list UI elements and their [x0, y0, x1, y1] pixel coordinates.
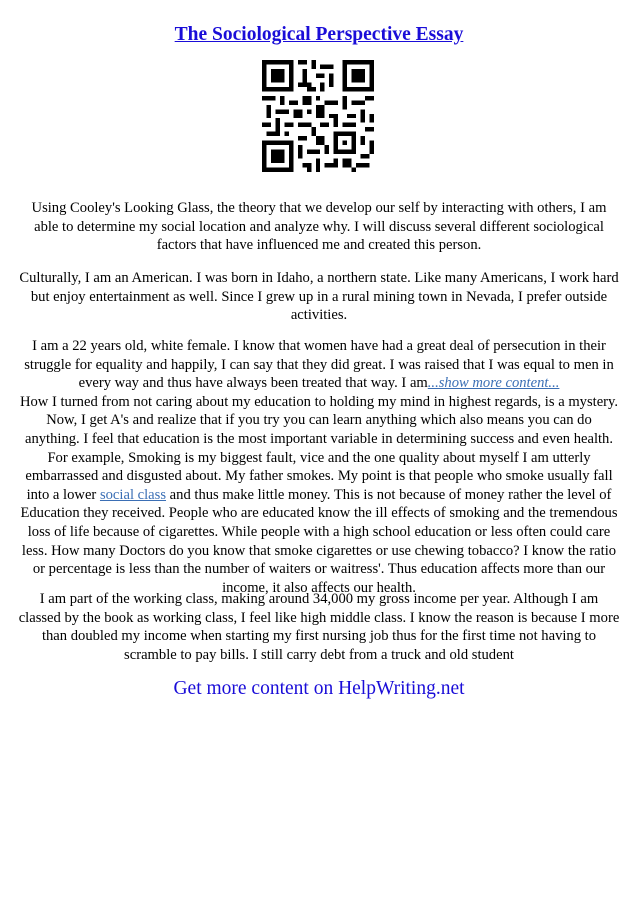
show-more-content-link[interactable]: ...show more content...: [427, 375, 560, 392]
get-more-content-link[interactable]: Get more content on HelpWriting.net: [173, 678, 465, 699]
paragraph-education: [18, 337, 620, 597]
paragraph-education-start: I am a 22 years old, white female. I know that women have had a great deal of persecution in their struggle for equality and happily, I can say that they did great. I was raised that I was equal to men in every way and thus have always been treated that way. I am: [24, 338, 614, 392]
paragraph-intro: Using Cooley's Looking Glass, the theory that we develop our self by interacting with others, I am able to determine my social location and analyze why. I will discuss several different sociological factors that have influenced me and created this person.: [31, 200, 607, 254]
paragraph-education-middle: How I turned from not caring about my education to holding my mind in highest regards, is a mystery. Now, I get A's and realize that if you try you can learn anything which also means you can do anything. I feel that education is the most important variable in determining success and even health. For example, Smoking is my biggest fault, vice and the one quality about myself I am utterly embarrassed and disgusted about. My father smokes. My point is that people who smoke usually fall into a lower: [19, 393, 619, 503]
qr-code-icon: [262, 60, 374, 172]
document-title[interactable]: The Sociological Perspective Essay: [174, 24, 464, 45]
paragraph-culture: Culturally, I am an American. I was born in Idaho, a northern state. Like many Americans, I work hard but enjoy entertainment as well. Since I grew up in a rural mining town in Nevada, I prefer outside activities.: [19, 270, 619, 324]
paragraph-income: I am part of the working class, making around 34,000 my gross income per year. Although I am classed by the book as working class, I feel like high middle class. I know the reason is because I more than doubled my income when starting my first nursing job thus for the first time not having to scramble to pay bills. I still carry debt from a truck and old student: [18, 591, 620, 663]
social-class-link[interactable]: social class: [99, 486, 167, 503]
paragraph-education-end: and thus make little money. This is not because of money rather the level of Education they received. People who are educated know the ill effects of smoking and the tremendous loss of life because of cigarettes. While people with a high school education or less often could care less. How many Doctors do you know that smoke cigarettes or use chewing tobacco? I know the ratio or percentage is less than the number of waiters or waitress'. Thus education affects more than our income, it also affects our health.: [20, 486, 618, 596]
